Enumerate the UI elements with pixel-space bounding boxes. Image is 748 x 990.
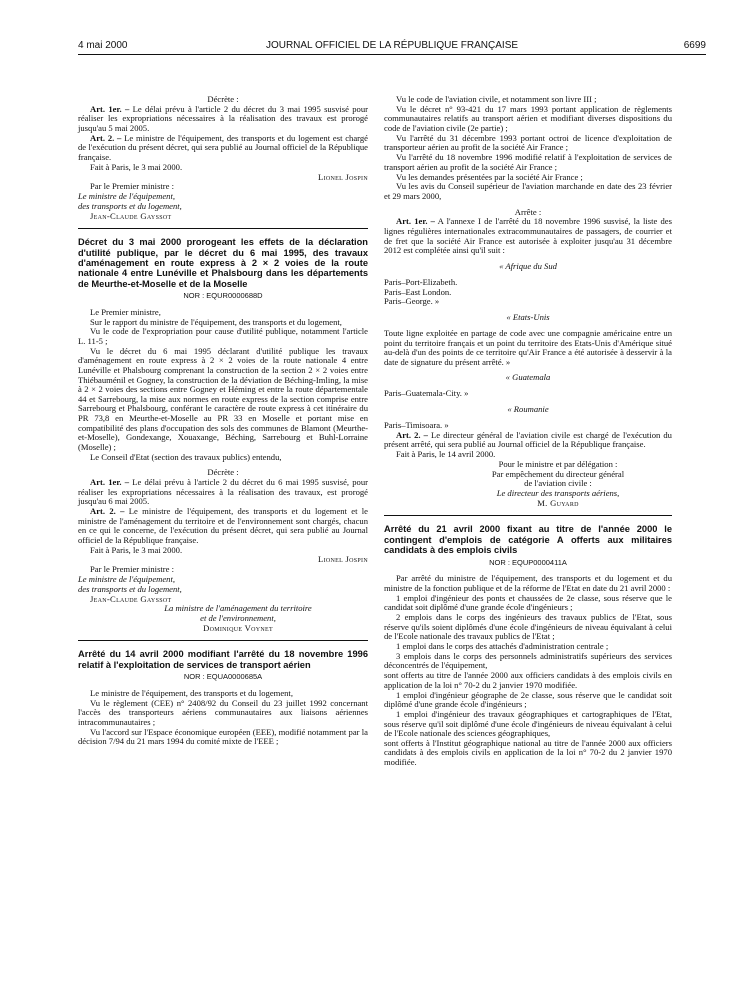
article-2 xyxy=(384,431,672,450)
decrete-heading: Décrète : xyxy=(207,467,239,478)
signer-name: Lionel Jospin xyxy=(318,171,368,182)
paragraph: 2 emplois dans le corps des ingénieurs des travaux publics de l'Etat, sous réserve qu'ils soient diplômés d'une école d'ingénieurs de niveau équivalant à celui de l'Ecole nationale des travaux publics de l'Etat ; xyxy=(384,612,672,642)
paragraph: Vu le règlement (CEE) n° 2408/92 du Conseil du 23 juillet 1992 concernant l'accès des transporteurs aériens communautaires aux liaisons aériennes intracommunautaires ; xyxy=(78,697,368,727)
paragraph: Sur le rapport du ministre de l'équipement, des transports et du logement, xyxy=(90,316,342,327)
decree-title: Décret du 3 mai 2000 prorogeant les effets de la déclaration d'utilité publique, par le décret du 6 mai 1995, des travaux d'aménagement en route express à 2 × 2 voies de la route nationale 4 entre Lunéville et Phalsbourg dans les départements de Meurthe-et-Moselle et de la Moselle xyxy=(78,237,368,289)
paragraph: Vu les avis du Conseil supérieur de l'aviation marchande en date des 23 février et 29 mars 2000, xyxy=(384,181,672,201)
separator xyxy=(384,515,672,516)
delegation-line: Le directeur des transports aériens, xyxy=(496,488,620,499)
paragraph: Vu le décret du 6 mai 1995 déclarant d'utilité publique les travaux d'aménagement en route express à 2 × 2 voies de la route nationale 4 entre Lunéville et Phalsbourg comprenant la construction de la section 2 × 2 voies entre Thiébauménil et Gogney, la construction de la déviation de Béching-Imling, la mise à 2 × 2 voies des sections entre Gogney et Héming et entre la route départementale 44 et Sarrebourg, la mise aux normes en route express de la section comprise entre Sarrebourg et Phalsbourg, conférant le caractère de route express à cet itinéraire du PR 73,8 en Meurthe-et-Moselle au PR 33 en Moselle et portant mise en compatibilité des plans d'occupation des sols des communes de Blamont (Meurthe-et-Moselle), Gondexange, Xouaxange, Béching, Sarrebourg et Buhl-Lorraine (Moselle) ; xyxy=(78,345,368,452)
paragraph: Vu l'arrêté du 18 novembre 1996 modifié relatif à l'exploitation de services de transport aérien au profit de la société Air France ; xyxy=(384,152,672,172)
paragraph: Vu l'accord sur l'Espace économique européen (EEE), modifié notamment par la décision 7/94 du 21 mars 1994 du comité mixte de l'EEE ; xyxy=(78,726,368,747)
article-1 xyxy=(78,478,368,507)
page-header xyxy=(78,40,706,55)
paragraph: 1 emploi d'ingénieur des travaux géographiques et cartographiques de l'Etat, sous réserve qu'il soit diplômé d'une école d'ingénieurs de niveau équivalant à celui de l'Ecole nationale des sciences géographiques, xyxy=(384,708,672,739)
paragraph: Vu le code de l'aviation civile, et notamment son livre III ; xyxy=(396,94,597,104)
paragraph: 3 emplois dans le corps des personnels administratifs supérieurs des services déconcentrés de l'équipement, xyxy=(384,650,672,671)
separator xyxy=(78,228,368,229)
article-text: Le délai prévu à l'article 2 du décret du 3 mai 1995 susvisé pour réaliser les expropriations nécessaires à la réalisation des travaux est prorogé jusqu'au 5 mai 2005. xyxy=(78,103,368,133)
minister-name: Jean-Claude Gayssot xyxy=(90,210,172,221)
article-label: Art. 1er. – xyxy=(90,477,130,488)
minister-title: des transports et du logement, xyxy=(78,200,182,211)
article-text: Le ministre de l'équipement, des transports et du logement et le ministre de l'aménagement du territoire et de l'environnement sont chargés, chacun en ce qui le concerne, de l'exécution du présent décret, qui sera publié au Journal officiel de la République française. xyxy=(78,506,368,545)
article-label: Art. 2. – xyxy=(90,506,125,517)
paragraph: Le Premier ministre, xyxy=(90,306,161,317)
delegation-line: Pour le ministre et par délégation : xyxy=(498,458,618,469)
fait-line: Fait à Paris, le 3 mai 2000. xyxy=(90,161,183,172)
minister-title: Le ministre de l'équipement, xyxy=(78,191,175,202)
article-2 xyxy=(78,134,368,163)
minister-name: Dominique Voynet xyxy=(203,622,273,633)
minister-name: Jean-Claude Gayssot xyxy=(90,593,172,604)
header-journal-title: JOURNAL OFFICIEL DE LA RÉPUBLIQUE FRANÇAISE xyxy=(265,40,519,51)
par-premier-ministre: Par le Premier ministre : xyxy=(90,181,175,192)
paragraph: Vu l'arrêté du 31 décembre 1993 portant octroi de licence d'exploitation de transporteur aérien au profit de la société Air France ; xyxy=(384,132,672,153)
article-1 xyxy=(78,105,368,134)
delegation-line: Par empêchement du directeur général xyxy=(491,468,625,479)
decree-title: Arrêté du 14 avril 2000 modifiant l'arrêté du 18 novembre 1996 relatif à l'exploitation de services de transport aérien xyxy=(78,649,368,670)
route-line: Paris–Port-Elizabeth. xyxy=(384,276,458,287)
paragraph: 1 emploi d'ingénieur des ponts et chaussées de 2e classe, sous réserve que le candidat soit diplômé d'une grande école d'ingénieurs ; xyxy=(384,592,672,613)
article-label: Art. 1er. – xyxy=(90,103,130,114)
paragraph: Le ministre de l'équipement, des transports et du logement, xyxy=(90,687,293,698)
signer-name: Lionel Jospin xyxy=(318,554,368,565)
paragraph: Le Conseil d'Etat (section des travaux publics) entendu, xyxy=(90,451,282,462)
country-heading: « Afrique du Sud xyxy=(499,261,557,271)
minister-title: Le ministre de l'équipement, xyxy=(78,573,175,584)
country-heading: « Roumanie xyxy=(507,404,549,415)
route-line: Toute ligne exploitée en partage de code avec une compagnie américaine entre un point du territoire français et un point du territoire des Etats-Unis d'Amérique situé au-delà d'un des points de ce territoire qu'Air France a été autorisée à desservir à la date de signature du présent arrêté. » xyxy=(384,327,672,367)
article-text: Le délai prévu à l'article 2 du décret du 6 mai 1995 susvisé, pour réaliser les expropriations nécessaires à la réalisation des travaux, est prorogé jusqu'au 6 mai 2005. xyxy=(78,477,368,507)
article-label: Art. 2. – xyxy=(90,132,122,143)
article-label: Art. 1er. – xyxy=(396,216,435,227)
decree-title: Arrêté du 21 avril 2000 fixant au titre de l'année 2000 le contingent d'emplois de catégorie A offerts aux militaires candidats à des emplois civils xyxy=(384,524,672,556)
route-line: Paris–Timisoara. » xyxy=(384,419,449,430)
article-1 xyxy=(384,217,672,255)
delegation-line: de l'aviation civile : xyxy=(524,478,592,489)
article-text: A l'annexe I de l'arrêté du 18 novembre 1996 susvisé, la liste des lignes régulières internationales extracommunautaires de passagers, de courrier et de fret que la société Air France est autorisée à exploiter jusqu'au 31 décembre 2012 est complétée ainsi qu'il suit : xyxy=(384,216,672,256)
par-premier-ministre: Par le Premier ministre : xyxy=(90,564,175,575)
nor-reference: NOR : EQUR0000688D xyxy=(183,291,263,301)
minister-title: La ministre de l'aménagement du territoire xyxy=(164,603,312,614)
route-line: Paris–East London. xyxy=(384,286,452,297)
route-line: Paris–Guatemala-City. » xyxy=(384,388,469,399)
header-date: 4 mai 2000 xyxy=(78,40,128,51)
article-2 xyxy=(78,507,368,545)
article-text: Le ministre de l'équipement, des transports et du logement est chargé de l'exécution du présent décret, qui sera publié au Journal officiel de la République française. xyxy=(78,132,368,162)
minister-title: des transports et du logement, xyxy=(78,583,182,594)
paragraph: Vu le décret n° 93-421 du 17 mars 1993 portant application de règlements communautaires relatifs au transport aérien et modifiant diverses dispositions du code de l'aviation civile (2e partie) ; xyxy=(384,103,672,133)
article-label: Art. 2. – xyxy=(396,429,428,440)
nor-reference: NOR : EQUA0000685A xyxy=(183,672,263,682)
header-page-number: 6699 xyxy=(683,40,706,51)
fait-line: Fait à Paris, le 3 mai 2000. xyxy=(90,544,183,555)
paragraph: Vu les demandes présentées par la société Air France ; xyxy=(396,171,583,182)
nor-reference: NOR : EQUP0000411A xyxy=(489,557,567,567)
left-column xyxy=(78,95,368,747)
paragraph: sont offerts au titre de l'année 2000 aux officiers candidats à des emplois civils en application de la loi n° 70-2 du 2 janvier 1970 modifiée. xyxy=(384,670,672,690)
paragraph: Vu le code de l'expropriation pour cause d'utilité publique, notamment l'article L. 11-5 ; xyxy=(78,326,368,346)
delegation-signer: M. Guyard xyxy=(537,497,579,508)
paragraph: Par arrêté du ministre de l'équipement, des transports et du logement et du ministre de la fonction publique et de la réforme de l'Etat en date du 21 avril 2000 : xyxy=(384,573,672,593)
paragraph: 1 emploi dans le corps des attachés d'administration centrale ; xyxy=(396,641,609,651)
country-heading: « Guatemala xyxy=(505,372,551,383)
minister-title: et de l'environnement, xyxy=(200,613,276,624)
arrete-heading: Arrête : xyxy=(514,206,542,217)
right-column xyxy=(384,95,672,768)
decrete-heading: Décrète : xyxy=(207,94,239,104)
country-heading: « Etats-Unis xyxy=(506,312,550,323)
fait-line: Fait à Paris, le 14 avril 2000. xyxy=(396,448,496,459)
article-text: Le directeur général de l'aviation civile est chargé de l'exécution du présent arrêté, qui sera publié au Journal officiel de la République française. xyxy=(384,429,672,450)
separator xyxy=(78,640,368,641)
paragraph: sont offerts à l'Institut géographique national au titre de l'année 2000 aux officiers candidats à des emplois civils en application de la loi n° 70-2 du 2 janvier 1970 modifiée. xyxy=(384,737,672,768)
route-line: Paris–George. » xyxy=(384,296,440,307)
paragraph: 1 emploi d'ingénieur géographe de 2e classe, sous réserve que le candidat soit diplômé d'une grande école d'ingénieurs ; xyxy=(384,689,672,710)
